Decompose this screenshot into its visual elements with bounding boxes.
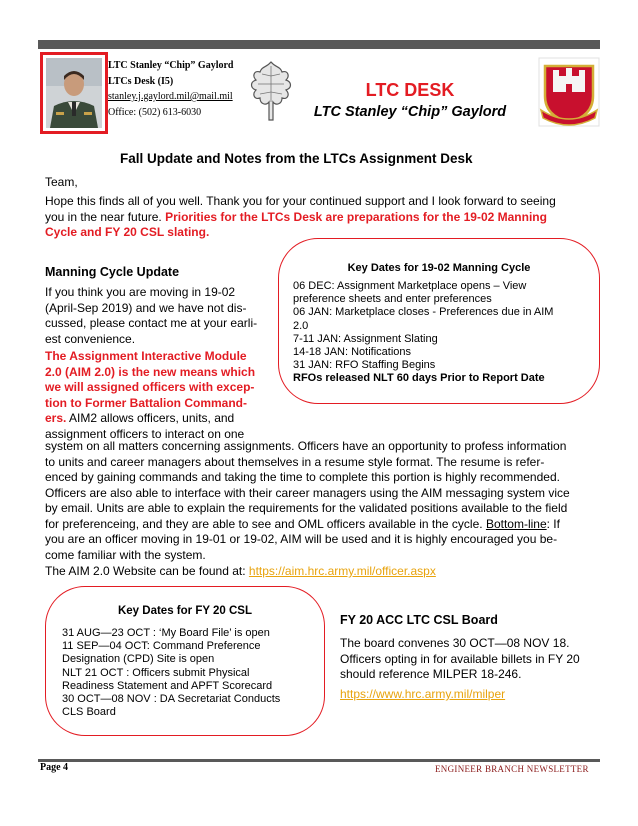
portrait-photo xyxy=(46,58,102,128)
body-line: enced by gaining commands and taking the time to complete this portion is highly recommended. xyxy=(45,470,560,484)
intro-line-1: Hope this finds all of you well. Thank you for your continued support and I look forward to seeing xyxy=(45,194,556,208)
desk-title: LTC DESK xyxy=(365,80,455,100)
body-line: system on all matters concerning assignments. Officers have an opportunity to profess information xyxy=(45,439,567,453)
body-line: to units and career managers about themselves in a resume style format. The resume is refer- xyxy=(45,454,545,469)
key-dates-csl-title: Key Dates for FY 20 CSL xyxy=(117,605,252,617)
body-line-bottom xyxy=(45,517,605,533)
key-dates-manning-title: Key Dates for 19-02 Manning Cycle xyxy=(347,262,531,274)
body-line: you are an officer moving in 19-01 or 19-02, AIM will be used and it is highly encouraged you be- xyxy=(45,532,558,546)
body-line: Officers are also able to interface with their career managers using the AIM messaging system vice xyxy=(45,485,570,500)
csl-board-line: Officers opting in for available billets in FY 20 xyxy=(340,651,580,666)
aim-red-line: we will assigned officers with excep- xyxy=(45,380,255,394)
newsletter-name: ENGINEER BRANCH NEWSLETTER xyxy=(435,764,589,774)
contact-office: Office: (502) 613-6030 xyxy=(108,106,202,118)
aim-red-line: tion to Former Battalion Command- xyxy=(45,395,247,410)
header-bar xyxy=(38,40,600,49)
body-line-text: for preferenceing, and they are able to see and OML officers available in the cycle. xyxy=(45,516,486,531)
key-dates-csl-box xyxy=(45,586,325,736)
bottom-line-rest: : If xyxy=(546,516,560,531)
key-date-line: 7-11 JAN: Assignment Slating xyxy=(293,332,438,345)
aim-website-label: The AIM 2.0 Website can be found at: xyxy=(45,564,249,578)
intro-line-2-text: you in the near future. xyxy=(45,209,166,224)
key-date-line: 14-18 JAN: Notifications xyxy=(293,346,411,359)
intro-priority-1: Priorities for the LTCs Desk are preparations for the 19-02 Manning xyxy=(165,209,547,224)
desk-subtitle: LTC Stanley “Chip” Gaylord xyxy=(313,104,507,120)
manning-line: If you think you are moving in 19-02 xyxy=(45,285,236,299)
key-dates-manning-list xyxy=(293,280,593,386)
aim-line-5 xyxy=(45,411,285,427)
csl-date-line: 30 OCT—08 NOV : DA Secretariat Conducts xyxy=(62,693,281,706)
aim-after-red: AIM2 allows officers, units, and xyxy=(66,411,235,425)
article-heading: Fall Update and Notes from the LTCs Assignment Desk xyxy=(120,151,473,166)
aim-website xyxy=(45,564,436,580)
key-date-bold-line: RFOs released NLT 60 days Prior to Report Date xyxy=(293,372,545,385)
intro-line-2 xyxy=(45,210,600,226)
csl-date-line: NLT 21 OCT : Officers submit Physical xyxy=(62,666,250,679)
csl-date-line: Designation (CPD) Site is open xyxy=(62,653,215,666)
aim-body xyxy=(45,439,605,563)
csl-date-line: 11 SEP—04 OCT: Command Preference xyxy=(62,640,261,653)
contact-desk: LTCs Desk (I5) xyxy=(108,75,174,87)
body-line: come familiar with the system. xyxy=(45,547,206,562)
bottom-line-label: Bottom-line xyxy=(485,516,547,531)
csl-board-line: The board convenes 30 OCT—08 NOV 18. xyxy=(340,636,570,650)
manning-line: cussed, please contact me at your earli- xyxy=(45,316,258,330)
key-date-line: preference sheets and enter preferences xyxy=(293,293,492,306)
footer-bar xyxy=(38,759,600,762)
page-number: Page 4 xyxy=(40,762,69,773)
body-line: by email. Units are able to explain the requirements for the validated positions available to the field xyxy=(45,501,568,515)
csl-date-line: 31 AUG—23 OCT : ‘My Board File’ is open xyxy=(62,627,270,639)
csl-board-line: should reference MILPER 18-246. xyxy=(340,667,522,681)
engineer-crest-icon xyxy=(537,56,601,128)
key-date-line: 2.0 xyxy=(293,319,309,332)
contact-email[interactable]: stanley.j.gaylord.mil@mail.mil xyxy=(108,91,233,102)
manning-heading: Manning Cycle Update xyxy=(45,265,180,279)
key-date-line: 06 JAN: Marketplace closes - Preferences due in AIM xyxy=(293,306,554,319)
manning-line: (April-Sep 2019) and we have not dis- xyxy=(45,300,247,315)
csl-board-text xyxy=(340,636,602,683)
intro-paragraph xyxy=(45,194,600,241)
contact-name: LTC Stanley “Chip” Gaylord xyxy=(108,60,234,71)
key-date-line: 31 JAN: RFO Staffing Begins xyxy=(293,359,436,372)
milper-link[interactable]: https://www.hrc.army.mil/milper xyxy=(340,687,506,701)
csl-board-heading: FY 20 ACC LTC CSL Board xyxy=(340,613,498,627)
aim-red-line: The Assignment Interactive Module xyxy=(45,349,247,363)
oak-leaf-insignia-icon xyxy=(246,58,296,126)
aim-red-tail: ers. xyxy=(45,411,67,425)
aim-paragraph xyxy=(45,349,285,442)
manning-intro xyxy=(45,285,265,347)
aim-website-link[interactable]: https://aim.hrc.army.mil/officer.aspx xyxy=(248,564,436,578)
intro-priority-2: Cycle and FY 20 CSL slating. xyxy=(45,225,210,239)
csl-date-line: Readiness Statement and APFT Scorecard xyxy=(62,679,273,692)
portrait-frame xyxy=(40,52,108,134)
key-date-line: 06 DEC: Assignment Marketplace opens – View xyxy=(293,280,527,292)
csl-date-line: CLS Board xyxy=(62,706,116,719)
greeting: Team, xyxy=(45,175,78,189)
key-dates-manning-box xyxy=(278,238,600,404)
manning-line: est convenience. xyxy=(45,331,136,346)
key-dates-csl-list xyxy=(62,627,322,719)
aim-line-6: assignment officers to interact on one xyxy=(45,426,245,441)
aim-red-line: 2.0 (AIM 2.0) is the new means which xyxy=(45,364,256,379)
contact-block xyxy=(108,58,234,120)
